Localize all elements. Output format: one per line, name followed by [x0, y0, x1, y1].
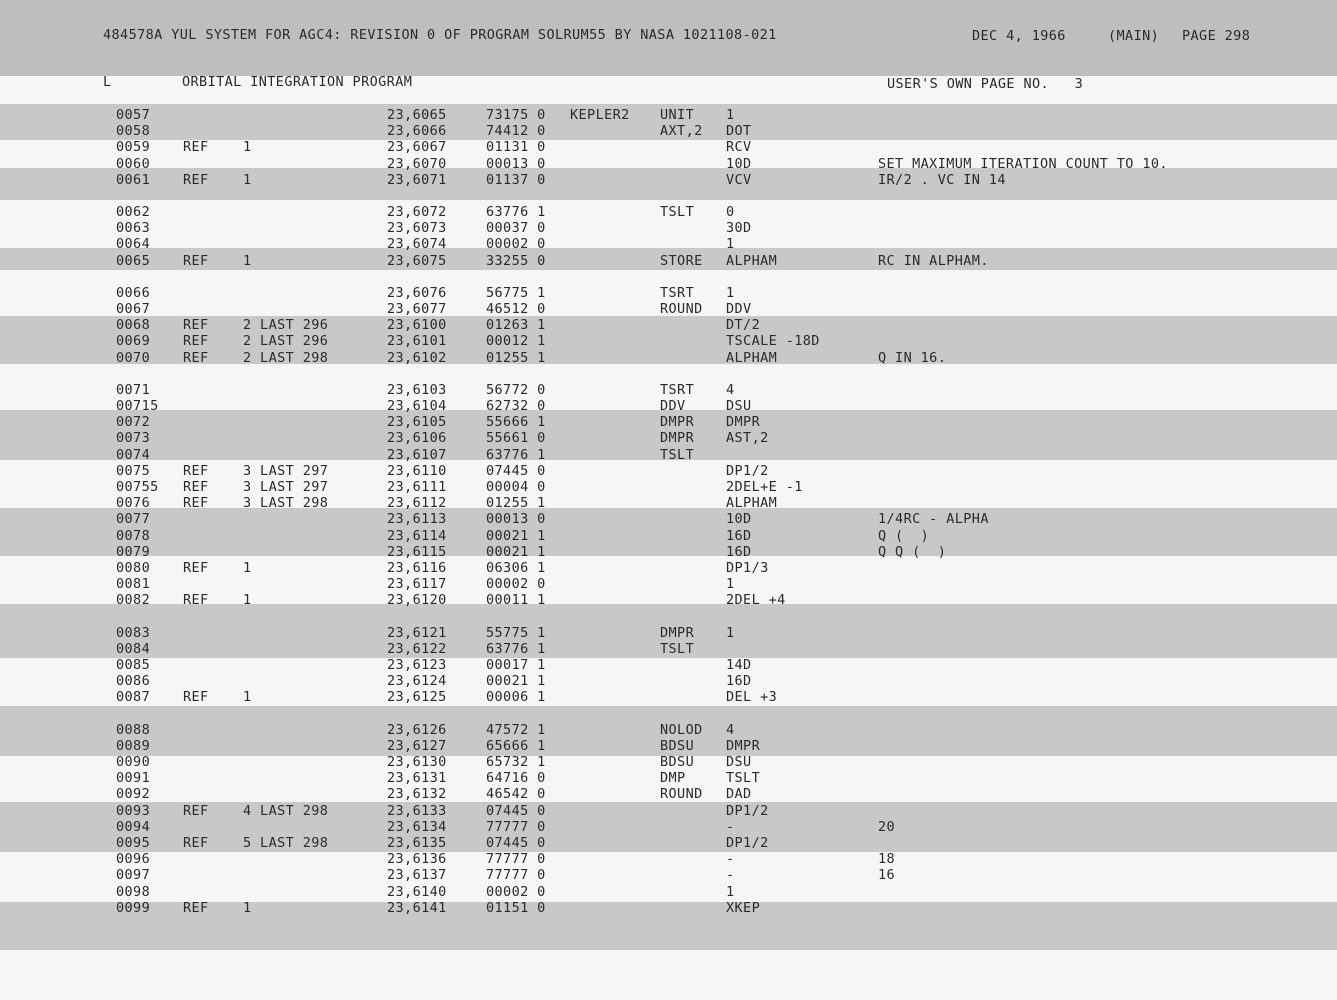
listing-row: [0, 819, 1337, 835]
octal-code: 00013 0: [486, 155, 546, 172]
operand: 1: [726, 107, 735, 123]
comment: IR/2 . VC IN 14: [878, 171, 1006, 188]
line-number: 0070: [116, 349, 151, 366]
line-number: 0094: [116, 818, 151, 835]
octal-code: 55661 0: [486, 430, 546, 447]
listing-row: [0, 835, 1337, 851]
octal-code: 77777 0: [486, 818, 546, 835]
line-number: 0080: [116, 560, 151, 576]
address: 23,6122: [387, 640, 447, 657]
operand: -: [726, 851, 735, 868]
operand: DMPR: [726, 737, 761, 754]
operand: 1: [726, 236, 735, 253]
octal-code: 07445 0: [486, 462, 546, 479]
ref-marker: REF: [183, 139, 209, 156]
ref-target: 2 LAST 296: [243, 333, 329, 350]
line-number: 0082: [116, 592, 151, 609]
operand: -: [726, 818, 735, 835]
address: 23,6104: [387, 398, 447, 414]
octal-code: 01255 1: [486, 495, 546, 512]
octal-code: 01137 0: [486, 171, 546, 188]
address: 23,6117: [387, 576, 447, 593]
opcode: TSLT: [660, 640, 695, 657]
octal-code: 77777 0: [486, 867, 546, 884]
operand: DMPR: [726, 414, 761, 431]
comment: 18: [878, 851, 896, 868]
operand: DT/2: [726, 317, 761, 334]
octal-code: 06306 1: [486, 560, 546, 576]
ref-marker: REF: [183, 802, 209, 819]
address: 23,6140: [387, 883, 447, 900]
comment: RC IN ALPHAM.: [878, 252, 989, 269]
line-number: 0075: [116, 462, 151, 479]
address: 23,6100: [387, 317, 447, 334]
address: 23,6071: [387, 171, 447, 188]
line-number: 0073: [116, 430, 151, 447]
line-number: 0065: [116, 252, 151, 269]
listing-row: [0, 220, 1337, 236]
program-title: ORBITAL INTEGRATION PROGRAM: [182, 74, 413, 90]
address: 23,6121: [387, 624, 447, 641]
operand: ALPHAM: [726, 495, 778, 512]
opcode: TSLT: [660, 204, 695, 220]
comment: 1/4RC - ALPHA: [878, 511, 989, 528]
listing-row: [0, 495, 1337, 511]
address: 23,6066: [387, 123, 447, 140]
line-number: 0091: [116, 770, 151, 787]
operand: VCV: [726, 171, 752, 188]
listing-row: [0, 236, 1337, 252]
ref-marker: REF: [183, 560, 209, 576]
operand: DP1/3: [726, 560, 769, 576]
octal-code: 63776 1: [486, 204, 546, 220]
listing-row: [0, 657, 1337, 673]
opcode: BDSU: [660, 737, 695, 754]
address: 23,6126: [387, 721, 447, 738]
listing-row: [0, 317, 1337, 333]
octal-code: 46512 0: [486, 301, 546, 317]
ref-target: 1: [243, 689, 252, 706]
line-number: 0072: [116, 414, 151, 431]
address: 23,6074: [387, 236, 447, 253]
listing-row: [0, 867, 1337, 883]
address: 23,6073: [387, 220, 447, 237]
operand: 16D: [726, 527, 752, 544]
address: 23,6101: [387, 333, 447, 350]
address: 23,6110: [387, 462, 447, 479]
ref-marker: REF: [183, 333, 209, 350]
address: 23,6103: [387, 381, 447, 398]
operand: 10D: [726, 155, 752, 172]
octal-code: 64716 0: [486, 770, 546, 787]
octal-code: 55775 1: [486, 624, 546, 641]
line-number: 0090: [116, 754, 151, 770]
operand: 2DEL +4: [726, 592, 786, 609]
line-number: 0067: [116, 301, 151, 317]
ref-target: 1: [243, 171, 252, 188]
address: 23,6141: [387, 899, 447, 916]
ref-marker: REF: [183, 317, 209, 334]
address: 23,6072: [387, 204, 447, 220]
opcode: BDSU: [660, 754, 695, 770]
listing-row: [0, 528, 1337, 544]
line-number: 0086: [116, 673, 151, 690]
address: 23,6112: [387, 495, 447, 512]
address: 23,6065: [387, 107, 447, 123]
address: 23,6123: [387, 657, 447, 673]
address: 23,6137: [387, 867, 447, 884]
octal-code: 33255 0: [486, 252, 546, 269]
listing-row: [0, 156, 1337, 172]
operand: 4: [726, 721, 735, 738]
opcode: STORE: [660, 252, 703, 269]
operand: AST,2: [726, 430, 769, 447]
address: 23,6077: [387, 301, 447, 317]
line-number: 0099: [116, 899, 151, 916]
address: 23,6105: [387, 414, 447, 431]
operand: DSU: [726, 398, 752, 414]
ref-target: 5 LAST 298: [243, 835, 329, 851]
octal-code: 00021 1: [486, 673, 546, 690]
listing-row: [0, 107, 1337, 123]
listing-row: [0, 851, 1337, 867]
listing-row: [0, 447, 1337, 463]
listing-row: [0, 350, 1337, 366]
address: 23,6116: [387, 560, 447, 576]
listing-row: [0, 479, 1337, 495]
operand: DEL +3: [726, 689, 778, 706]
listing-row: [0, 139, 1337, 155]
operand: 16D: [726, 543, 752, 560]
users-page-number: USER'S OWN PAGE NO. 3: [887, 76, 1084, 92]
address: 23,6134: [387, 818, 447, 835]
line-number: 0058: [116, 123, 151, 140]
label: KEPLER2: [570, 107, 630, 123]
address: 23,6131: [387, 770, 447, 787]
listing-row: [0, 884, 1337, 900]
listing-row: [0, 382, 1337, 398]
line-number: 0076: [116, 495, 151, 512]
listing-row: [0, 123, 1337, 139]
listing-row: [0, 301, 1337, 317]
listing-row: [0, 560, 1337, 576]
operand: 1: [726, 624, 735, 641]
octal-code: 00037 0: [486, 220, 546, 237]
octal-code: 74412 0: [486, 123, 546, 140]
ref-target: 1: [243, 592, 252, 609]
operand: DP1/2: [726, 462, 769, 479]
ref-marker: REF: [183, 495, 209, 512]
line-number: 00755: [116, 479, 159, 495]
operand: DSU: [726, 754, 752, 770]
ref-target: 3 LAST 297: [243, 462, 329, 479]
line-number: 0083: [116, 624, 151, 641]
comment: 16: [878, 867, 896, 884]
operand: 10D: [726, 511, 752, 528]
octal-code: 00004 0: [486, 479, 546, 495]
line-number: 0096: [116, 851, 151, 868]
listing-row: [0, 544, 1337, 560]
listing-row: [0, 770, 1337, 786]
address: 23,6120: [387, 592, 447, 609]
printout-page-number: PAGE 298: [1182, 28, 1251, 44]
octal-code: 77777 0: [486, 851, 546, 868]
line-number: 0088: [116, 721, 151, 738]
opcode: NOLOD: [660, 721, 703, 738]
address: 23,6067: [387, 139, 447, 156]
line-number: 0057: [116, 107, 151, 123]
comment: Q ( ): [878, 527, 930, 544]
line-number: 0097: [116, 867, 151, 884]
octal-code: 00021 1: [486, 527, 546, 544]
line-number: 0081: [116, 576, 151, 593]
address: 23,6107: [387, 446, 447, 463]
octal-code: 07445 0: [486, 835, 546, 851]
listing-row: [0, 738, 1337, 754]
octal-code: 00017 1: [486, 657, 546, 673]
listing-row: [0, 576, 1337, 592]
comment: Q IN 16.: [878, 349, 947, 366]
octal-code: 56772 0: [486, 381, 546, 398]
ref-marker: REF: [183, 349, 209, 366]
operand: 1: [726, 284, 735, 301]
address: 23,6075: [387, 252, 447, 269]
line-number: 0069: [116, 333, 151, 350]
opcode: AXT,2: [660, 123, 703, 140]
operand: TSLT: [726, 770, 761, 787]
line-number: 0063: [116, 220, 151, 237]
line-number: 0095: [116, 835, 151, 851]
address: 23,6124: [387, 673, 447, 690]
ref-marker: REF: [183, 835, 209, 851]
listing-row: [0, 722, 1337, 738]
operand: ALPHAM: [726, 252, 778, 269]
address: 23,6111: [387, 479, 447, 495]
octal-code: 00011 1: [486, 592, 546, 609]
opcode: DMPR: [660, 624, 695, 641]
octal-code: 00006 1: [486, 689, 546, 706]
octal-code: 62732 0: [486, 398, 546, 414]
ref-target: 1: [243, 252, 252, 269]
listing-row: [0, 803, 1337, 819]
listing-row: [0, 786, 1337, 802]
ref-target: 4 LAST 298: [243, 802, 329, 819]
listing-row: [0, 172, 1337, 188]
address: 23,6113: [387, 511, 447, 528]
ref-marker: REF: [183, 899, 209, 916]
line-number: 0093: [116, 802, 151, 819]
octal-code: 07445 0: [486, 802, 546, 819]
address: 23,6133: [387, 802, 447, 819]
operand: 16D: [726, 673, 752, 690]
operand: 14D: [726, 657, 752, 673]
address: 23,6114: [387, 527, 447, 544]
listing-row: [0, 754, 1337, 770]
listing-row: [0, 204, 1337, 220]
line-number: 0066: [116, 284, 151, 301]
operand: 0: [726, 204, 735, 220]
line-number: 0084: [116, 640, 151, 657]
line-number: 0071: [116, 381, 151, 398]
printout-section: (MAIN): [1108, 28, 1160, 44]
octal-code: 00002 0: [486, 236, 546, 253]
operand: 1: [726, 883, 735, 900]
octal-code: 55666 1: [486, 414, 546, 431]
listing-row: [0, 333, 1337, 349]
ref-target: 3 LAST 298: [243, 495, 329, 512]
line-number: 0079: [116, 543, 151, 560]
ref-marker: REF: [183, 252, 209, 269]
comment: Q Q ( ): [878, 543, 947, 560]
opcode: TSLT: [660, 446, 695, 463]
listing-row: [0, 673, 1337, 689]
octal-code: 01263 1: [486, 317, 546, 334]
ref-target: 1: [243, 899, 252, 916]
line-number: 0064: [116, 236, 151, 253]
opcode: ROUND: [660, 301, 703, 317]
octal-code: 63776 1: [486, 446, 546, 463]
line-number: 0087: [116, 689, 151, 706]
address: 23,6136: [387, 851, 447, 868]
operand: ALPHAM: [726, 349, 778, 366]
operand: 4: [726, 381, 735, 398]
operand: DOT: [726, 123, 752, 140]
operand: DAD: [726, 786, 752, 803]
octal-code: 00012 1: [486, 333, 546, 350]
octal-code: 63776 1: [486, 640, 546, 657]
address: 23,6130: [387, 754, 447, 770]
ref-target: 2 LAST 298: [243, 349, 329, 366]
ref-target: 1: [243, 139, 252, 156]
operand: RCV: [726, 139, 752, 156]
opcode: ROUND: [660, 786, 703, 803]
octal-code: 00021 1: [486, 543, 546, 560]
octal-code: 00002 0: [486, 883, 546, 900]
octal-code: 01151 0: [486, 899, 546, 916]
octal-code: 65666 1: [486, 737, 546, 754]
ref-marker: REF: [183, 462, 209, 479]
octal-code: 01131 0: [486, 139, 546, 156]
listing-row: [0, 414, 1337, 430]
line-number: 0092: [116, 786, 151, 803]
comment: SET MAXIMUM ITERATION COUNT TO 10.: [878, 155, 1168, 172]
printout-header-title: 484578A YUL SYSTEM FOR AGC4: REVISION 0 OF PROGRAM SOLRUM55 BY NASA 1021108-021: [103, 27, 777, 43]
operand: 2DEL+E -1: [726, 479, 803, 495]
listing-row: [0, 398, 1337, 414]
line-number: 0098: [116, 883, 151, 900]
octal-code: 01255 1: [486, 349, 546, 366]
line-number: 0078: [116, 527, 151, 544]
octal-code: 73175 0: [486, 107, 546, 123]
listing-row: [0, 430, 1337, 446]
line-number: 0085: [116, 657, 151, 673]
address: 23,6125: [387, 689, 447, 706]
ref-target: 3 LAST 297: [243, 479, 329, 495]
operand: 1: [726, 576, 735, 593]
listing-row: [0, 900, 1337, 916]
address: 23,6102: [387, 349, 447, 366]
opcode: DDV: [660, 398, 686, 414]
operand: DP1/2: [726, 802, 769, 819]
address: 23,6070: [387, 155, 447, 172]
line-number: 0068: [116, 317, 151, 334]
ref-marker: REF: [183, 592, 209, 609]
operand: DP1/2: [726, 835, 769, 851]
ref-marker: REF: [183, 689, 209, 706]
opcode: DMPR: [660, 414, 695, 431]
opcode: TSRT: [660, 381, 695, 398]
printout-date: DEC 4, 1966: [972, 28, 1066, 44]
opcode: DMPR: [660, 430, 695, 447]
line-number: 0077: [116, 511, 151, 528]
address: 23,6106: [387, 430, 447, 447]
address: 23,6127: [387, 737, 447, 754]
listing-row: [0, 625, 1337, 641]
ref-target: 2 LAST 296: [243, 317, 329, 334]
octal-code: 56775 1: [486, 284, 546, 301]
listing-row: [0, 641, 1337, 657]
line-number: 0060: [116, 155, 151, 172]
ref-marker: REF: [183, 171, 209, 188]
line-number: 0074: [116, 446, 151, 463]
line-number: 0061: [116, 171, 151, 188]
address: 23,6132: [387, 786, 447, 803]
address: 23,6076: [387, 284, 447, 301]
opcode: UNIT: [660, 107, 695, 123]
opcode: TSRT: [660, 284, 695, 301]
operand: -: [726, 867, 735, 884]
listing-row: [0, 592, 1337, 608]
line-number: 0089: [116, 737, 151, 754]
operand: TSCALE -18D: [726, 333, 820, 350]
line-number: 0062: [116, 204, 151, 220]
ref-marker: REF: [183, 479, 209, 495]
listing-row: [0, 285, 1337, 301]
octal-code: 47572 1: [486, 721, 546, 738]
opcode: DMP: [660, 770, 686, 787]
operand: XKEP: [726, 899, 761, 916]
listing-row: [0, 463, 1337, 479]
octal-code: 46542 0: [486, 786, 546, 803]
octal-code: 00013 0: [486, 511, 546, 528]
octal-code: 65732 1: [486, 754, 546, 770]
address: 23,6135: [387, 835, 447, 851]
listing-row: [0, 689, 1337, 705]
line-number: 0059: [116, 139, 151, 156]
listing-row: [0, 511, 1337, 527]
operand: DDV: [726, 301, 752, 317]
listing-mark: L: [103, 74, 112, 90]
ref-target: 1: [243, 560, 252, 576]
comment: 20: [878, 818, 896, 835]
line-number: 00715: [116, 398, 159, 414]
address: 23,6115: [387, 543, 447, 560]
operand: 30D: [726, 220, 752, 237]
octal-code: 00002 0: [486, 576, 546, 593]
listing-row: [0, 253, 1337, 269]
